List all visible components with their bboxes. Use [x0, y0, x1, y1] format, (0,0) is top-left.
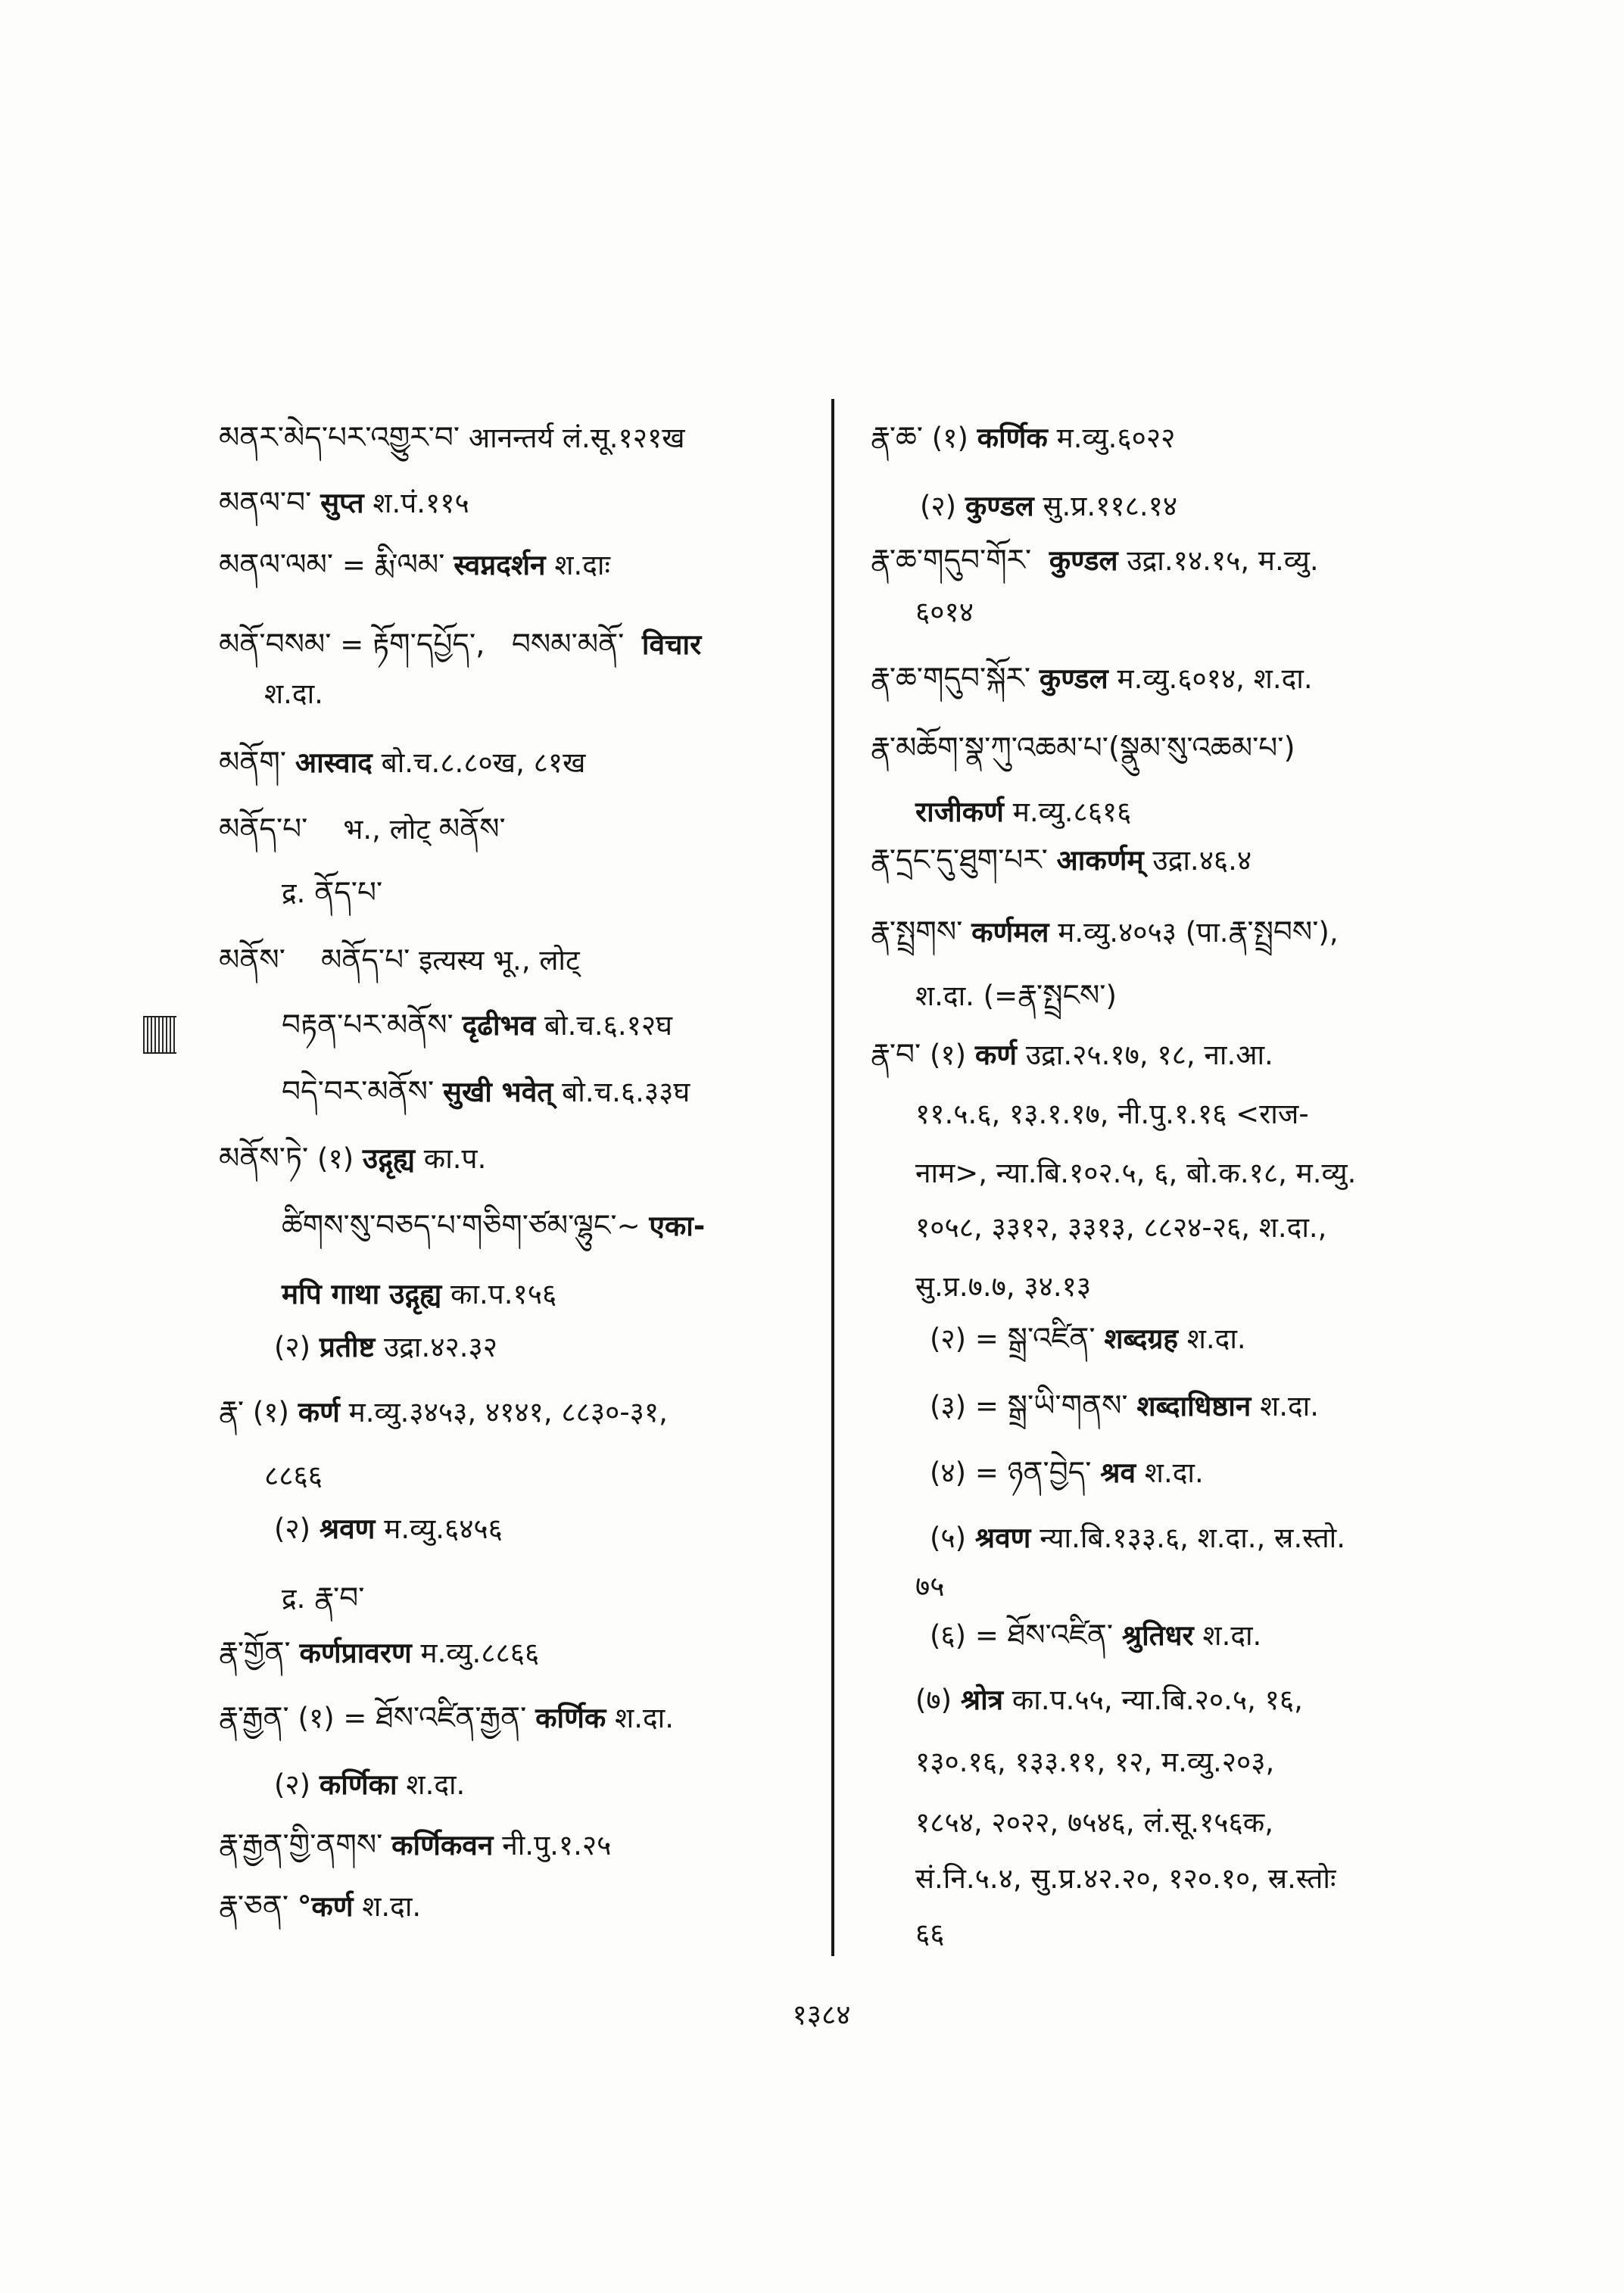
- sanskrit-equivalent: °कर्ण: [297, 1890, 354, 1923]
- reference-text: श.दा.: [1260, 1390, 1320, 1422]
- tibetan-term: མནོ་བསམ་: [219, 628, 332, 662]
- tilde-sign: ~: [616, 1210, 641, 1242]
- reference-text: ६०१४: [915, 596, 974, 628]
- sense-number: (२): [274, 1331, 311, 1363]
- sanskrit-equivalent: स्वप्नदर्शन: [454, 549, 546, 581]
- sanskrit-equivalent: आकर्णम्: [1056, 844, 1144, 877]
- sense-number: (४) =: [930, 1456, 999, 1489]
- sanskrit-equivalent: कर्ण: [974, 1039, 1018, 1071]
- sanskrit-equivalent: मपि गाथा उद्गृह्य: [282, 1278, 442, 1310]
- entry-line: [915, 1154, 1356, 1193]
- sense-number: (२): [274, 1513, 311, 1545]
- sanskrit-equivalent: शब्दाधिष्ठान: [1136, 1390, 1252, 1422]
- reference-text: ): [1105, 980, 1117, 1012]
- tibetan-term: རྣ་མཆོག་སྣ་ཀུ་འཆམ་པ་(སྣུམ་སུ་འཆམ་པ་): [871, 731, 1295, 765]
- entry-line: [219, 1699, 674, 1738]
- reference-text: नाम>, न्या.बि.१०२.५, ६, बो.क.१८, म.व्यु.: [915, 1157, 1357, 1189]
- reference-text: श.दा.: [615, 1702, 674, 1734]
- reference-text: ७५: [915, 1570, 945, 1603]
- tibetan-term: མནར་མེད་པར་འགྱུར་བ་: [219, 421, 460, 455]
- sanskrit-equivalent: कुण्डल: [1049, 544, 1118, 577]
- page-number: १३८४: [792, 1999, 851, 2031]
- sense-number: (७): [915, 1684, 952, 1716]
- reference-text: नी.पु.१.२५: [502, 1829, 612, 1862]
- entry-line: [930, 1387, 1319, 1426]
- sanskrit-equivalent: कर्णिकवन: [391, 1829, 494, 1862]
- reference-text: ६६: [915, 1918, 945, 1950]
- reference-text: म.व्यु.८६१६: [1012, 796, 1132, 828]
- sanskrit-equivalent: एका-: [649, 1210, 706, 1242]
- entry-line: [915, 1681, 1303, 1720]
- entry-line: [915, 1859, 1336, 1899]
- tibetan-crossref: ནོད་པ་: [314, 876, 383, 910]
- entry-line: [282, 1073, 690, 1112]
- right-column: [839, 0, 1624, 2293]
- reference-text: बो.च.८.८०ख, ८१ख: [381, 746, 586, 779]
- reference-text: ),: [1318, 916, 1339, 949]
- sense-number: (५): [930, 1522, 967, 1554]
- reference-text: ८८६६: [264, 1460, 323, 1492]
- tibetan-synonym: སྒྲ་ཡི་གནས་: [1007, 1389, 1128, 1423]
- sanskrit-equivalent: श्रवण: [974, 1522, 1031, 1554]
- sanskrit-equivalent: कर्णिका: [319, 1768, 397, 1801]
- reference-text: १०५८, ३३१२, ३३१३, ८८२४-२६, श.दा.,: [915, 1211, 1327, 1244]
- tibetan-phrase: བརྟན་པར་མནོས་: [282, 1008, 454, 1042]
- entry-line: [930, 1453, 1204, 1493]
- entry-line: [920, 487, 1177, 526]
- reference-text: उद्रा.२५.१७, १८, ना.आ.: [1025, 1039, 1273, 1071]
- entry-line: [282, 1579, 364, 1618]
- reference-text: श.दा.: [1202, 1619, 1262, 1652]
- tibetan-variant: རྣ་སྤྲངས་: [1018, 979, 1106, 1013]
- tibetan-term: རྣ་: [219, 1395, 245, 1429]
- sanskrit-equivalent: प्रतीष्ट: [319, 1331, 376, 1363]
- tibetan-term: རྣ་ཆ་: [871, 421, 923, 455]
- sanskrit-equivalent: सुप्त: [320, 487, 364, 519]
- reference-text: लं.सू.१२१ख: [562, 422, 685, 454]
- reference-text: १८५४, २०२२, ७५४६, लं.सू.१५६क,: [915, 1806, 1273, 1839]
- entry-line: [871, 841, 1252, 880]
- sanskrit-equivalent: श्रुतिधर: [1121, 1619, 1194, 1652]
- tibetan-term: རྣ་དྲང་དུ་ཐུག་པར་: [871, 843, 1048, 877]
- column-divider: [831, 399, 834, 1956]
- sanskrit-equivalent: कर्णिक: [535, 1702, 606, 1734]
- reference-text: म.व्यु.८८६६: [420, 1637, 540, 1669]
- entry-line: [219, 941, 580, 980]
- entry-line: [871, 913, 1339, 952]
- entry-line: [915, 1914, 944, 1954]
- reference-text: श.दा.: [362, 1890, 422, 1923]
- reference-text: म.व्यु.४०५३ (पा.: [1058, 916, 1229, 949]
- sense-number: (२): [920, 490, 957, 522]
- entry-line: [282, 874, 382, 913]
- reference-text: श.दा. (=: [915, 980, 1018, 1012]
- sanskrit-equivalent: कर्णिक: [977, 422, 1048, 454]
- reference-text: १३०.१६, १३३.११, १२, म.व्यु.२०३,: [915, 1746, 1275, 1778]
- entry-line: [930, 1319, 1246, 1359]
- entry-line: [264, 675, 323, 714]
- sanskrit-equivalent: दृढीभव: [462, 1009, 536, 1042]
- entry-line: [282, 1006, 672, 1045]
- tibetan-term: མནོག་: [219, 746, 287, 780]
- sense-number: (१): [317, 1142, 354, 1175]
- reference-text: सु.प्र.११८.१४: [1043, 490, 1178, 522]
- tibetan-phrase: ཚིགས་སུ་བཅད་པ་གཅིག་ཙམ་ལྷུང་: [282, 1209, 617, 1243]
- entry-line: [282, 1207, 705, 1246]
- equals-sign: =: [340, 628, 364, 661]
- entry-line: [871, 541, 1319, 581]
- sense-number: (२): [274, 1768, 311, 1801]
- reference-text: श.दा.: [1144, 1456, 1204, 1489]
- entry-line: [219, 1139, 486, 1179]
- sense-number: (१): [252, 1396, 289, 1428]
- reference-text: म.व्यु.६४५६: [384, 1513, 503, 1545]
- entry-line: [219, 810, 506, 849]
- tibetan-term: མནལ་བ་: [219, 486, 312, 520]
- reference-text: म.व्यु.६०२२: [1056, 422, 1176, 454]
- entry-line: [930, 1519, 1345, 1558]
- reference-text: का.प.: [423, 1142, 487, 1175]
- entry-line: [871, 729, 1295, 768]
- entry-line: [871, 659, 1313, 699]
- entry-line: [915, 1743, 1274, 1782]
- tibetan-form: མནོས་: [438, 812, 506, 846]
- reference-text: म.व्यु.३४५३, ४१४१, ८८३०-३१,: [348, 1396, 668, 1428]
- tibetan-term: མནོས་: [219, 943, 285, 977]
- sanskrit-equivalent: विचार: [641, 628, 702, 661]
- tibetan-synonym: ཐོས་འཛིན་: [1007, 1618, 1114, 1653]
- tibetan-term: མནལ་ལམ་: [219, 548, 334, 582]
- tibetan-term: རྣ་སྤྲགས་: [871, 915, 963, 949]
- tibetan-term: རྣ་གྱོན་: [219, 1636, 291, 1670]
- sense-number: (६) =: [930, 1619, 999, 1652]
- tibetan-term: རྣ་རྒྱན་: [219, 1701, 289, 1735]
- reference-text: सं.नि.५.४, सु.प्र.४२.२०, १२०.१०, स्र.स्तोः: [915, 1862, 1336, 1895]
- entry-line: [915, 1803, 1273, 1843]
- tibetan-term: མནོས་ཏེ་: [219, 1142, 309, 1176]
- tibetan-term: རྣ་རྒྱན་གྱི་ནགས་: [219, 1828, 383, 1862]
- entry-line: [219, 484, 469, 523]
- equals-sign: =: [341, 549, 366, 581]
- entry-line: [915, 1095, 1309, 1134]
- reference-text: बो.च.६.१२घ: [544, 1009, 673, 1042]
- sanskrit-equivalent: श्रव: [1100, 1456, 1136, 1489]
- tibetan-crossref: རྣ་བ་: [314, 1581, 365, 1615]
- tibetan-synonym: བསམ་མནོ་: [511, 628, 625, 662]
- entry-line: [871, 419, 1175, 458]
- entry-line: [274, 1509, 503, 1549]
- entry-line: [219, 1887, 421, 1927]
- entry-line: [915, 1267, 1091, 1307]
- reference-text: उद्रा.४६.४: [1152, 844, 1252, 877]
- sanskrit-equivalent: कुण्डल: [1039, 662, 1108, 695]
- entry-line: [871, 1036, 1273, 1075]
- sanskrit-equivalent: कर्णप्रावरण: [299, 1637, 412, 1669]
- entry-line: [915, 977, 1117, 1016]
- grammar-note: इत्यस्य भू., लोट्: [419, 944, 580, 977]
- entry-line: [219, 743, 585, 783]
- tibetan-form: མནོད་པ་: [320, 943, 410, 977]
- reference-text: बो.च.६.३३घ: [562, 1076, 690, 1108]
- sense-number: (२) =: [930, 1323, 999, 1355]
- sanskrit-equivalent: आनन्तर्य: [468, 422, 554, 454]
- entry-line: [219, 625, 701, 665]
- entry-line: [282, 1275, 556, 1314]
- entry-line: [219, 546, 610, 585]
- entry-line: [219, 1634, 539, 1673]
- tibetan-term: རྣ་ཆ་གདུབ་སྐོར་: [871, 662, 1031, 696]
- entry-line: [274, 1328, 497, 1367]
- reference-text: उद्रा.४२.३२: [384, 1331, 497, 1363]
- tibetan-term: མནོད་པ་: [219, 812, 308, 846]
- sanskrit-equivalent: श्रवण: [319, 1513, 376, 1545]
- reference-text: श.दा.: [1186, 1323, 1246, 1355]
- see-also-label: द्र.: [282, 1582, 306, 1615]
- entry-line: [274, 1765, 465, 1805]
- entry-line: [915, 1567, 944, 1606]
- sanskrit-equivalent: आस्वाद: [295, 746, 372, 779]
- see-also-label: द्र.: [282, 877, 306, 909]
- tibetan-term: རྣ་བ་: [871, 1038, 921, 1072]
- reference-text: उद्रा.१४.१५, म.व्यु.: [1127, 544, 1319, 577]
- entry-line: [219, 1826, 611, 1865]
- tibetan-synonym: ཉན་བྱེད་: [1007, 1456, 1092, 1490]
- reference-text: श.दा.: [406, 1768, 466, 1801]
- reference-text: का.प.१५६: [450, 1278, 557, 1310]
- reference-text: श.दाः: [554, 549, 610, 581]
- sense-number: (१): [930, 1039, 967, 1071]
- sense-number: (१): [931, 422, 968, 454]
- reference-text: म.व्यु.६०१४, श.दा.: [1117, 662, 1313, 695]
- sanskrit-equivalent: सुखी भवेत्: [442, 1076, 553, 1108]
- reference-text: न्या.बि.१३३.६, श.दा., स्र.स्तो.: [1040, 1522, 1346, 1554]
- tibetan-synonym: རྨི་ལམ་: [374, 548, 445, 582]
- reference-text: ११.५.६, १३.१.१७, नी.पु.१.१६ <राज-: [915, 1098, 1309, 1130]
- entry-line: [915, 593, 974, 632]
- tibetan-variant: རྣ་སྤྲབས་: [1228, 915, 1319, 949]
- tibetan-term: རྣ་ཅན་: [219, 1890, 289, 1924]
- entry-line: [915, 793, 1131, 832]
- sanskrit-equivalent: कर्ण: [298, 1396, 340, 1428]
- entry-line: [219, 419, 684, 458]
- sanskrit-equivalent: कर्णमल: [971, 916, 1049, 949]
- sense-number: (१) =: [298, 1702, 367, 1734]
- entry-line: [915, 1208, 1326, 1248]
- sanskrit-equivalent: कुण्डल: [965, 490, 1034, 522]
- sanskrit-equivalent: राजीकर्ण: [915, 796, 1004, 828]
- tibetan-synonym: སྒྲ་འཛིན་: [1007, 1322, 1096, 1356]
- entry-line: [264, 1456, 323, 1496]
- grammar-note: भ., लोट्: [343, 813, 431, 846]
- reference-text: सु.प्र.७.७, ३४.१३: [915, 1270, 1092, 1303]
- reference-text: श.पं.११५: [372, 487, 469, 519]
- sanskrit-equivalent: उद्गृह्य: [362, 1142, 416, 1175]
- reference-text: श.दा.: [264, 678, 323, 710]
- reference-text: का.प.५५, न्या.बि.२०.५, १६,: [1011, 1684, 1303, 1716]
- tibetan-synonym: ཐོས་འཛིན་རྒྱན་: [376, 1701, 527, 1735]
- sanskrit-equivalent: श्रोत्र: [960, 1684, 1004, 1716]
- tibetan-term: རྣ་ཆ་གདུབ་གོར་: [871, 544, 1032, 578]
- entry-line: [219, 1393, 668, 1432]
- tibetan-synonym: རྟོག་དཔྱོད་,: [372, 628, 485, 662]
- sense-number: (३) =: [930, 1390, 999, 1422]
- sanskrit-equivalent: शब्दग्रह: [1104, 1323, 1178, 1355]
- entry-line: [930, 1616, 1261, 1656]
- tibetan-phrase: བདེ་བར་མནོས་: [282, 1075, 435, 1109]
